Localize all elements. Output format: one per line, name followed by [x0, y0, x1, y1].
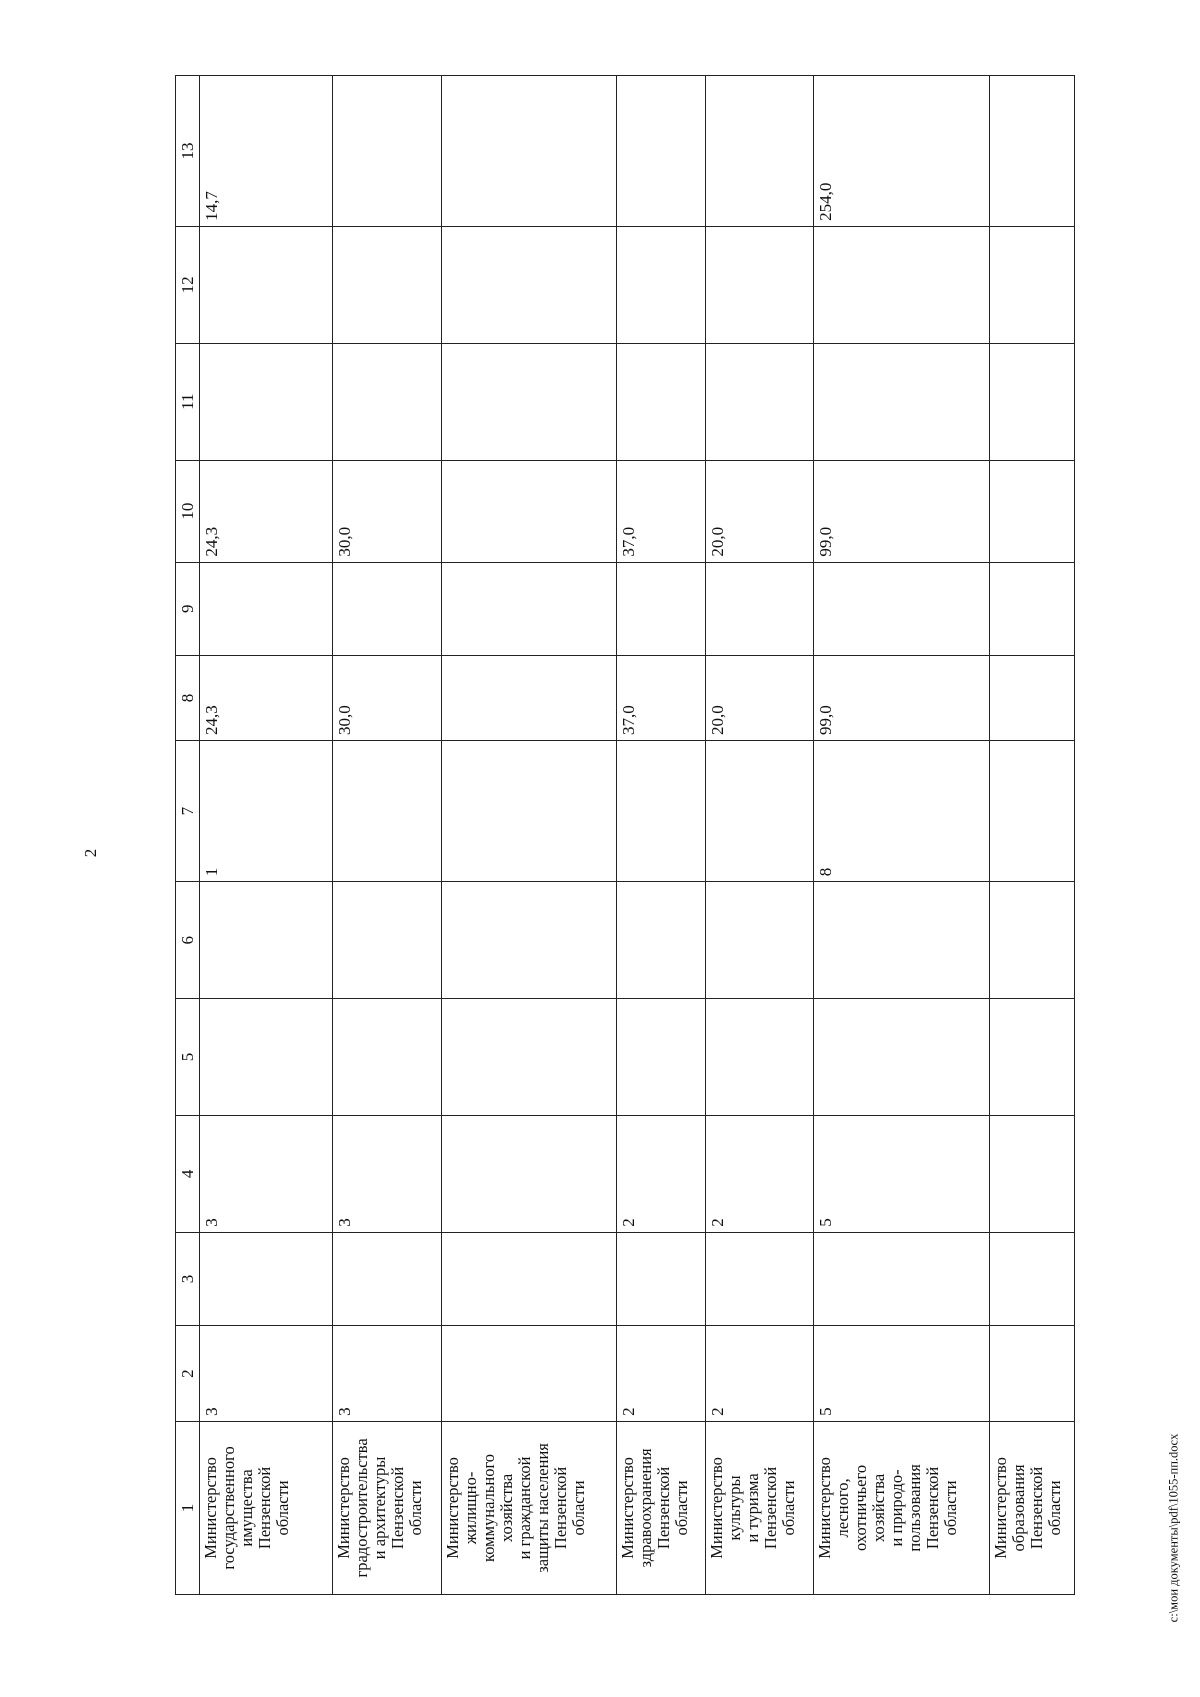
- rotated-table: [175, 75, 1075, 1595]
- table-cell: [705, 1232, 813, 1325]
- table-cell: [989, 76, 1074, 227]
- table-cell: [616, 76, 705, 227]
- table-cell: [442, 76, 616, 227]
- table-cell: [705, 741, 813, 882]
- table-cell: 14,7: [199, 76, 332, 227]
- table-cell: [199, 882, 332, 999]
- table-cell: 30,0: [332, 656, 442, 741]
- table-cell: [705, 343, 813, 460]
- table-cell: [442, 1326, 616, 1422]
- table-cell: [332, 562, 442, 655]
- page-number: 2: [81, 848, 100, 858]
- column-number: 1: [176, 1421, 200, 1594]
- table-cell: [616, 999, 705, 1116]
- table-cell: [989, 741, 1074, 882]
- table-cell: [989, 882, 1074, 999]
- table-cell: [332, 343, 442, 460]
- table-cell: 2: [616, 1115, 705, 1232]
- table-row: [705, 76, 813, 1595]
- table-cell: [332, 741, 442, 882]
- table-cell: 3: [199, 1115, 332, 1232]
- table-cell: 5: [813, 1326, 989, 1422]
- table-cell: [199, 562, 332, 655]
- table-cell: [705, 562, 813, 655]
- table-cell: [813, 226, 989, 343]
- table-cell: [989, 656, 1074, 741]
- table-cell: [199, 1232, 332, 1325]
- table-cell: 5: [813, 1115, 989, 1232]
- table-cell: [705, 999, 813, 1116]
- ministry-name: Министерство государственного имущества Пензенской области: [199, 1421, 332, 1594]
- table-cell: [442, 882, 616, 999]
- table-row: [199, 76, 332, 1595]
- footer-file-path: [1162, 1433, 1186, 1623]
- table-cell: [442, 999, 616, 1116]
- table-cell: [442, 1115, 616, 1232]
- table-cell: [442, 741, 616, 882]
- table-cell: [989, 460, 1074, 562]
- table-cell: [332, 226, 442, 343]
- table-cell: [813, 562, 989, 655]
- column-number: 5: [176, 999, 200, 1116]
- column-number: 10: [176, 460, 200, 562]
- column-number: 13: [176, 76, 200, 227]
- column-number: 9: [176, 562, 200, 655]
- table-cell: [813, 1232, 989, 1325]
- ministry-name: Министерство лесного, охотничьего хозяйства и природо- пользования Пензенской области: [813, 1421, 989, 1594]
- column-number: 7: [176, 741, 200, 882]
- table-cell: [442, 1232, 616, 1325]
- table-cell: [442, 226, 616, 343]
- table-cell: [989, 1232, 1074, 1325]
- table-row: [616, 76, 705, 1595]
- table-row: [332, 76, 442, 1595]
- table-cell: 24,3: [199, 656, 332, 741]
- ministry-name: Министерство образования Пензенской области: [989, 1421, 1074, 1594]
- footer-file-path-text: c:\мои документы\pdf\1055-пп.docx: [1166, 1433, 1181, 1623]
- table-cell: [616, 1232, 705, 1325]
- ministry-name: Министерство культуры и туризма Пензенской области: [705, 1421, 813, 1594]
- column-number: 4: [176, 1115, 200, 1232]
- table-cell: 20,0: [705, 460, 813, 562]
- table-cell: [989, 1326, 1074, 1422]
- ministry-name: Министерство жилищно- коммунального хозяйства и гражданской защиты населения Пензенской области: [442, 1421, 616, 1594]
- column-number: 3: [176, 1232, 200, 1325]
- table-cell: [332, 1232, 442, 1325]
- table-cell: 3: [332, 1115, 442, 1232]
- table-cell: [705, 226, 813, 343]
- table-cell: 3: [332, 1326, 442, 1422]
- table-cell: [616, 882, 705, 999]
- table-cell: 24,3: [199, 460, 332, 562]
- table-cell: 99,0: [813, 460, 989, 562]
- table-cell: [989, 999, 1074, 1116]
- header-row: [176, 76, 200, 1595]
- table-row: [813, 76, 989, 1595]
- table-cell: [616, 226, 705, 343]
- ministry-name: Министерство градостроительства и архитектуры Пензенской области: [332, 1421, 442, 1594]
- ministry-name: Министерство здравоохранения Пензенской области: [616, 1421, 705, 1594]
- table-cell: [705, 76, 813, 227]
- table-cell: 8: [813, 741, 989, 882]
- table-cell: 3: [199, 1326, 332, 1422]
- table-cell: [705, 882, 813, 999]
- table-cell: [199, 343, 332, 460]
- table-cell: [442, 343, 616, 460]
- table-cell: [442, 656, 616, 741]
- table-cell: [616, 562, 705, 655]
- table-container: [175, 75, 1075, 1595]
- table-cell: [616, 741, 705, 882]
- data-table: [175, 75, 1075, 1595]
- table-cell: [989, 226, 1074, 343]
- table-cell: [199, 226, 332, 343]
- column-number: 8: [176, 656, 200, 741]
- table-cell: [199, 999, 332, 1116]
- table-cell: 254,0: [813, 76, 989, 227]
- table-cell: [989, 343, 1074, 460]
- table-cell: 37,0: [616, 460, 705, 562]
- table-cell: 99,0: [813, 656, 989, 741]
- table-cell: 30,0: [332, 460, 442, 562]
- table-row: [989, 76, 1074, 1595]
- table-cell: [332, 999, 442, 1116]
- table-cell: [813, 882, 989, 999]
- table-cell: 2: [705, 1115, 813, 1232]
- column-number: 11: [176, 343, 200, 460]
- table-cell: 20,0: [705, 656, 813, 741]
- column-number: 2: [176, 1326, 200, 1422]
- table-cell: [442, 460, 616, 562]
- table-body: [176, 76, 1075, 1595]
- table-cell: [813, 343, 989, 460]
- column-number: 12: [176, 226, 200, 343]
- table-cell: [616, 343, 705, 460]
- table-cell: [332, 76, 442, 227]
- column-number: 6: [176, 882, 200, 999]
- table-cell: [442, 562, 616, 655]
- table-cell: [989, 562, 1074, 655]
- table-cell: 2: [616, 1326, 705, 1422]
- table-row: [442, 76, 616, 1595]
- table-cell: [989, 1115, 1074, 1232]
- table-cell: 2: [705, 1326, 813, 1422]
- table-cell: [332, 882, 442, 999]
- table-cell: 37,0: [616, 656, 705, 741]
- table-cell: [813, 999, 989, 1116]
- table-cell: 1: [199, 741, 332, 882]
